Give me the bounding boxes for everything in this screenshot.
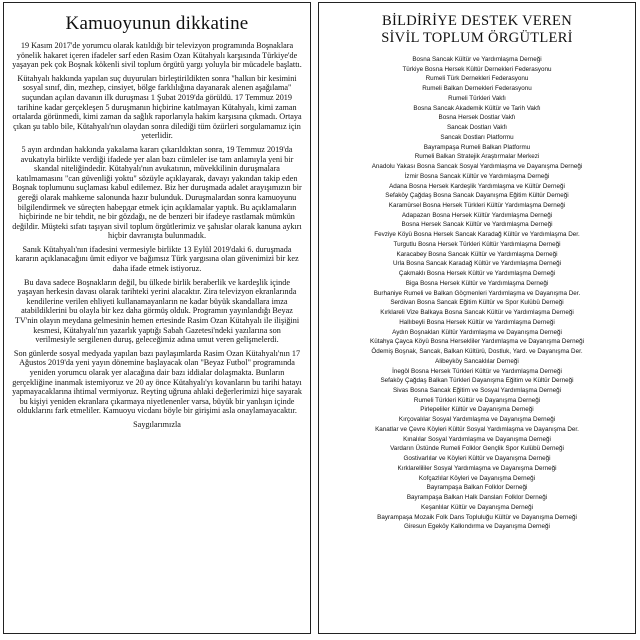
- organization-item: Rumeli Balkan Stratejik Araştırmalar Merkezi: [414, 153, 540, 161]
- organization-item: İnegöl Bosna Hersek Türkleri Kültür ve Yardımlaşma Derneği: [392, 367, 562, 375]
- supporters-title-line-1: BİLDİRİYE DESTEK VEREN: [382, 13, 572, 29]
- organization-item: Anadolu Yakası Bosna Sancak Sosyal Yardımlaşma ve Dayanışma Derneği: [371, 163, 583, 171]
- organization-item: Sancak Dostları Platformu: [440, 133, 514, 141]
- organization-item: Serdivan Bosna Sancak Eğitim Kültür ve Spor Kulübü Derneği: [390, 299, 564, 307]
- organization-item: Turgutlu Bosna Hersek Türkleri Kültür Yardımlaşma Derneği: [393, 240, 561, 248]
- paragraph-6: Son günlerde sosyal medyada yapılan bazı paylaşımlarda Rasim Ozan Kütahyalı'nın 17 Ağustos 2019'da yeni yayın dönemine başlayacak olan "Beyaz Futbol" programında yeniden yorumcu olarak yer alacağına dair bazı iddialar dolaşmakta. Bunların gerçekliğine inanmak istemiyoruz ve 20 ay önce Kütahyalı'yı kovanların bu tarihi hatayı yapmayacaklarına ihtimal vermiyoruz. Reyting uğruna ahlaki değerlerimizi hiçe sayarak bu kişiyi yeniden ekranlara çıkarmaya niyetlenenler varsa, büyük bir yanlışın içinde olduklarını fark etmeliler. Kamuoyu vicdanı böyle bir girişimi asla onaylamayacaktır.: [12, 348, 302, 416]
- organization-item: Rumeli Balkan Dernekleri Federasyonu: [422, 85, 532, 93]
- organization-item: Kırçovalılar Sosyal Yardımlaşma ve Dayanışma Derneği: [398, 416, 556, 424]
- supporters-title: [323, 13, 631, 47]
- organization-item: Sancak Dostları Vakfı: [446, 124, 508, 132]
- organization-item: Hallıbeyli Bosna Hersek Kültür ve Yardımlaşma Derneği: [399, 318, 555, 326]
- organization-item: Çakmaklı Bosna Hersek Kültür ve Yardımlaşma Derneği: [398, 270, 556, 278]
- paragraph-2: Kütahyalı hakkında yapılan suç duyuruları birleştirildikten sonra "halkın bir kesimini sosyal sınıf, din, mezhep, cinsiyet, bölge farklılığına dayanarak alenen aşağılama" suçundan açılan davanın ilk duruşması 1 Şubat 2019'da görüldü. 17 Temmuz 2019 tarihine kadar gerçekleşen 5 duruşmanın hiçbirine katılmayan Kütahyalı, kimi zaman ortalarda görünmedi, kimi zaman da sağlık raporlarıyla hakim karşısına çıkmadı. Ortaya çıkan şu tablo bile, Kütahyalı'nın olaydan sonra dilediği tüm özürleri sorgulamamız için yeterlidir.: [12, 73, 302, 141]
- organization-item: Türkiye Bosna Hersek Kültür Dernekleri Federasyonu: [402, 65, 552, 73]
- organization-item: Rumeli Türkleri Kültür ve Dayanışma Derneği: [413, 396, 541, 404]
- supporters-title-line-2: SİVİL TOPLUM ÖRGÜTLERİ: [381, 30, 573, 46]
- organization-item: Vardarın Üstünde Rumeli Folklor Gençlik Spor Kulübü Derneği: [390, 445, 564, 453]
- organization-item: Giresun Egeköy Kalkındırma ve Dayanışma Derneği: [404, 523, 550, 531]
- announcement-column: [3, 2, 311, 634]
- organization-item: Bayrampaşa Rumeli Balkan Platformu: [423, 143, 531, 151]
- organization-item: Burhaniye Rumeli ve Balkan Göçmenleri Yardımlaşma ve Dayanışma Der.: [373, 289, 581, 297]
- organization-item: Bosna Sancak Akademik Kültür ve Tarih Vakfı: [413, 104, 541, 112]
- organization-item: Bosna Hersek Sancak Kültür ve Yardımlaşma Derneği: [401, 221, 553, 229]
- organization-item: Adapazarı Bosna Hersek Kültür Yardımlaşma Derneği: [401, 211, 553, 219]
- paragraph-1: 19 Kasım 2017'de yorumcu olarak katıldığı bir televizyon programında Boşnaklara yönelik hakaret içeren ifadeler sarf eden Rasim Ozan Kütahyalı karşısında Türkiye'de yaşayan pek çok Boşnak kökenli sivil toplum örgütü yargı yoluyla bir mücadele başlattı.: [12, 41, 302, 70]
- organization-item: Biga Bosna Hersek Kültür ve Yardımlaşma Derneği: [405, 279, 549, 287]
- organization-item: İzmir Bosna Sancak Kültür ve Yardımlaşma Derneği: [404, 172, 550, 180]
- organization-item: Bosna Sancak Kültür ve Yardımlaşma Derneği: [412, 56, 542, 63]
- organization-item: Pirlepeliler Kültür ve Dayanışma Derneği: [420, 406, 534, 414]
- organization-item: Gostivarlılar ve Köyleri Kültür ve Dayanışma Derneği: [403, 455, 551, 463]
- announcement-title: Kamuoyunun dikkatine: [65, 13, 249, 34]
- organization-item: Sivas Bosna Sancak Eğitim ve Sosyal Yardımlaşma Derneği: [392, 386, 562, 394]
- organization-item: Bayrampaşa Mozaik Folk Dans Topluluğu Kültür ve Dayanışma Derneği: [377, 513, 577, 521]
- organization-item: Rumeli Türkleri Vakfı: [448, 94, 506, 102]
- paragraph-5: Bu dava sadece Boşnakların değil, bu ülkede birlik beraberlik ve kardeşlik içinde yaşayan herkesin davası olarak tarihteki yerini alacaktır. Zira televizyon ekranlarında kendilerine verilen ehliyeti kullanamayanların ne kadar büyük skandallara imza atabildiklerini bu olayla bir kez daha görmüş olduk. Programın yayınlandığı Beyaz TV'nin olayın meydana gelmesinin hemen ertesinde Rasim Ozan Kütahyalı ile ilişiğini kesmesi, Kütahyalı'nın yazarlık yaptığı Sabah Gazetesi'ndeki yazılarına son verilmesiyle sergilenen duruş, geleceğimiz adına umut veren gelişmelerdi.: [14, 277, 300, 345]
- organization-list: [323, 55, 631, 532]
- organization-item: Alibeyköy Sancaklılar Derneği: [435, 357, 519, 365]
- supporters-column: [318, 2, 636, 634]
- organization-item: Karamürsel Bosna Hersek Türkleri Kültür Yardımlaşma Derneği: [388, 202, 566, 210]
- organization-item: Sefaköy Çağdaş Bosna Sancak Dayanışma Eğitim Kültür Derneği: [385, 192, 569, 200]
- organization-item: Kınalılar Sosyal Yardımlaşma ve Dayanışma Derneği: [403, 435, 551, 443]
- organization-item: Karacabey Bosna Sancak Kültür ve Yardımlaşma Derneği: [396, 250, 558, 258]
- paragraph-4: Sanık Kütahyalı'nın ifadesini vermesiyle birlikte 13 Eylül 2019'daki 6. duruşmada kararın açıklanacağını ümit ediyor ve bağımsız Türk yargısına olan güvenimizi bir kez daha ifade etmek istiyoruz.: [15, 244, 299, 274]
- organization-item: Bayrampaşa Balkan Folklor Derneği: [426, 484, 528, 492]
- organization-item: Adana Bosna Hersek Kardeşlik Yardımlaşma ve Kültür Derneği: [389, 182, 565, 190]
- organization-item: Urla Bosna Sancak Karadağ Kültür ve Yardımlaşma Derneği: [392, 260, 562, 268]
- organization-item: Fevziye Köyü Bosna Hersek Sancak Karadağ Kültür ve Yardımlaşma Der.: [374, 231, 580, 239]
- organization-item: Bayrampaşa Balkan Halk Dansları Folklor Derneği: [406, 494, 548, 502]
- organization-item: Kofçazlılar Köyleri ve Dayanışma Derneği: [418, 474, 536, 482]
- organization-item: Kırklarelililer Sosyal Yardımlaşma ve Dayanışma Derneği: [397, 464, 557, 472]
- organization-item: Rumeli Türk Dernekleri Federasyonu: [425, 75, 529, 83]
- organization-item: Kanatlar ve Çevre Köyleri Kültür Sosyal Yardımlaşma ve Dayanışma Der.: [375, 425, 579, 433]
- organization-item: Bosna Hersek Dostlar Vakfı: [438, 114, 516, 122]
- paragraph-3: 5 ayın ardından hakkında yakalama kararı çıkarıldıktan sonra, 19 Temmuz 2019'da avukatıyla birlikte verdiği ifadede yer alan bazı cümleler ise tam anlamıyla yeni bir skandal niteliğindedir. Kütahyalı'nın avukatının, müvekkilinin duruşmalara katılmamasını "can güvenliği yoktu" sözüyle açıklayarak, davayı yakından takip eden Boşnak toplumunu suçlaması kabul edilemez. Biz her duruşmada adalet arayışımızın bir gereği olarak mahkeme salonunda hazır bulunduk. Duruşmalardan sonra kamuoyunu bilgilendirmek ve süreçten habердar etmek için açıklamalar yaptık. Bu açıklamaların hiçbirinde ne bir tehdit, ne bir gözdağı, ne de benzeri bir ifadeye rastlamak mümkün değildir. Müşteki sıfatı taşıyan sivil toplum örgütlerimiz ve şahıslar olarak kanuna aykırı hiçbir davranışta bulunmadık.: [12, 144, 302, 241]
- organization-item: Aydın Boşnakları Kültür Yardımlaşma ve Dayanışma Derneği: [392, 328, 562, 336]
- organization-item: Sefaköy Çağdaş Balkan Türkleri Dayanışma Eğitim ve Kültür Derneği: [380, 377, 574, 385]
- organization-item: Keşanlılar Kültür ve Dayanışma Derneği: [421, 503, 533, 511]
- organization-item: Kırklareli Vize Balkaya Bosna Sancak Kültür ve Yardımlaşma Derneği: [380, 309, 574, 317]
- signature: Saygılarımızla: [133, 419, 181, 429]
- organization-item: Kütahya Çayca Köyü Bosna Hersekliler Yardımlaşma ve Dayanışma Derneği: [370, 338, 584, 346]
- organization-item: Ödemiş Boşnak, Sancak, Balkan Kültürü, Dostluk, Yard. ve Dayanışma Der.: [371, 348, 583, 356]
